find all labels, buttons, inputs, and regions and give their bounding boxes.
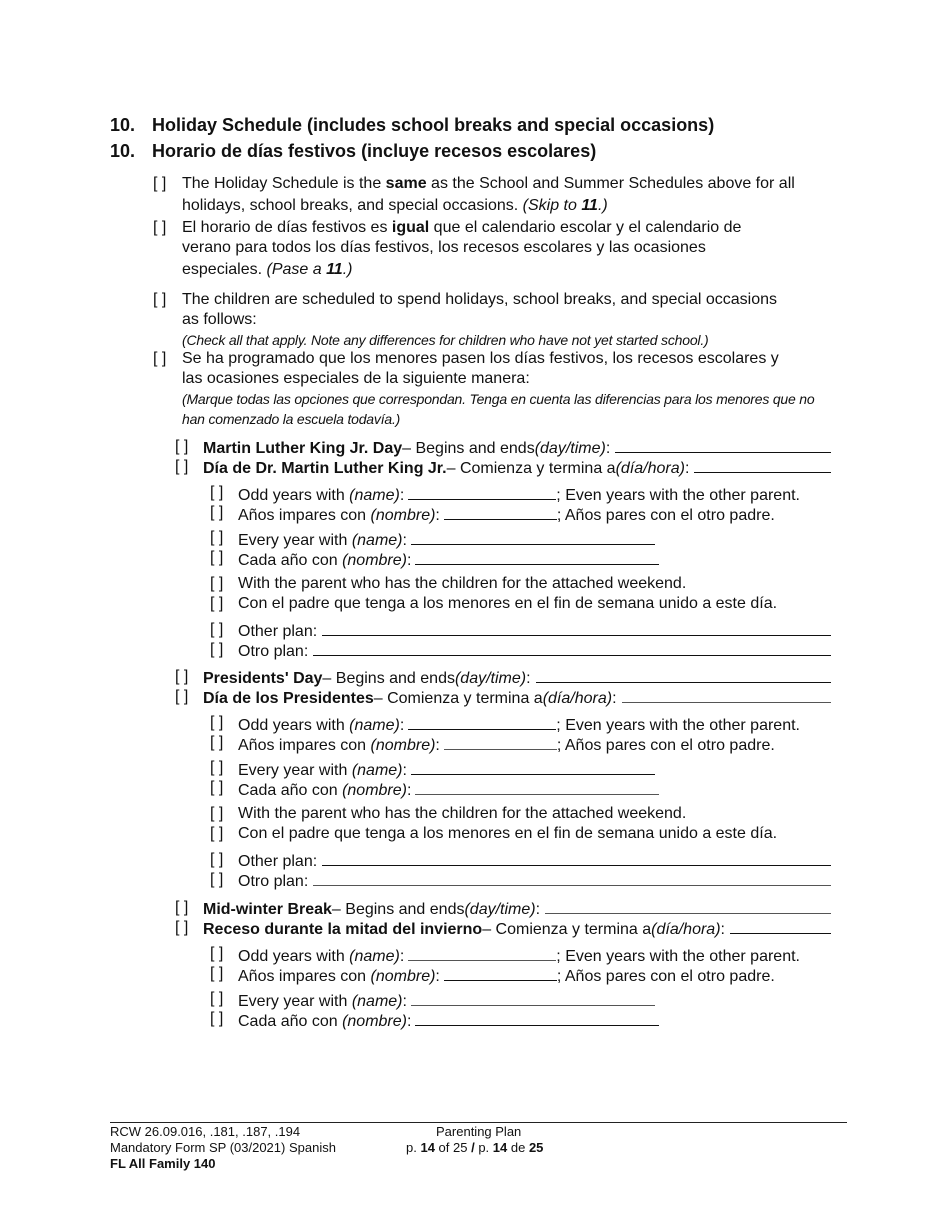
holiday-1-en-checkbox[interactable]: [ ] (175, 668, 189, 685)
holiday-1-weekend-es-checkbox[interactable]: [ ] (210, 825, 224, 842)
holiday-1-es-field[interactable] (622, 687, 831, 703)
follow-es-text: Se ha programado que los menores pasen los días festivos, los recesos escolares y las ocasiones especiales de la siguiente manera: (Marque todas las opciones que correspondan. Tenga en cuenta las diferencias para los menores que no han comenzado la escuela todavía.) (182, 350, 815, 427)
holiday-1-weekend-en-checkbox[interactable]: [ ] (210, 805, 224, 822)
holiday-2-odd-es-field[interactable] (444, 964, 557, 981)
holiday-0-other-es-field[interactable] (313, 640, 831, 656)
holiday-0-en-field[interactable] (615, 437, 831, 453)
holiday-2-every-es-row: Cada año con (nombre): (238, 1009, 659, 1032)
holiday-2-name-es: Receso durante la mitad del invierno (203, 921, 483, 938)
holiday-2-odd-en-field[interactable] (408, 944, 556, 961)
holiday-0-weekend-es-checkbox[interactable]: [ ] (210, 595, 224, 612)
holiday-0-name-es: Día de Dr. Martin Luther King Jr. (203, 460, 447, 477)
holiday-1-es-row: Día de los Presidentes – Comienza y termina a (día/hora) : (203, 687, 831, 709)
footer-form: Mandatory Form SP (03/2021) Spanish (110, 1140, 336, 1155)
holiday-1-name-en: Presidents' Day (203, 670, 323, 687)
holiday-0-other-en-row: Other plan: (238, 620, 831, 642)
holiday-1-every-es-checkbox[interactable]: [ ] (210, 779, 224, 796)
holiday-1-every-en-field[interactable] (411, 758, 655, 775)
holiday-1-odd-en-checkbox[interactable]: [ ] (210, 714, 224, 731)
footer-center (406, 1124, 543, 1156)
holiday-1-every-en-checkbox[interactable]: [ ] (210, 759, 224, 776)
footer-left (110, 1124, 336, 1172)
holiday-0-weekend-es: Con el padre que tenga a los menores en el fin de semana unido a este día. (238, 595, 778, 612)
holiday-0-es-field[interactable] (694, 457, 831, 473)
holiday-0-other-es-checkbox[interactable]: [ ] (210, 641, 224, 658)
holiday-1-en-row: Presidents' Day – Begins and ends (day/time) : (203, 667, 831, 689)
holiday-0-every-en-checkbox[interactable]: [ ] (210, 529, 224, 546)
holiday-2-every-en-checkbox[interactable]: [ ] (210, 990, 224, 1007)
section-title-es: Horario de días festivos (incluye recesos escolares) (152, 141, 597, 161)
holiday-0-other-es-row: Otro plan: (238, 640, 831, 662)
holiday-0-name-en: Martin Luther King Jr. Day (203, 440, 403, 457)
holiday-0-odd-es-field[interactable] (444, 503, 557, 520)
holiday-0-weekend-en-checkbox[interactable]: [ ] (210, 575, 224, 592)
footer-rcw: RCW 26.09.016, .181, .187, .194 (110, 1124, 301, 1139)
holiday-1-other-es-checkbox[interactable]: [ ] (210, 871, 224, 888)
holiday-1-every-es-field[interactable] (415, 778, 659, 795)
footer-family: FL All Family 140 (110, 1156, 216, 1171)
section-number: 10. (110, 115, 136, 135)
same-en-checkbox[interactable]: [ ] (153, 175, 167, 192)
holiday-2-odd-en-row: Odd years with (name): ; Even years with the other parent. (238, 944, 800, 967)
holiday-0-odd-es-row: Años impares con (nombre): ; Años pares con el otro padre. (238, 503, 775, 526)
holiday-1-weekend-es: Con el padre que tenga a los menores en el fin de semana unido a este día. (238, 825, 778, 842)
follow-en-checkbox[interactable]: [ ] (153, 291, 167, 308)
holiday-1-es-checkbox[interactable]: [ ] (175, 688, 189, 705)
holiday-2-odd-es-checkbox[interactable]: [ ] (210, 965, 224, 982)
holiday-0-odd-en-row: Odd years with (name): ; Even years with the other parent. (238, 483, 800, 506)
section-heading-en (110, 115, 714, 136)
follow-es-note-1: (Marque todas las opciones que correspondan. Tenga en cuenta las diferencias para los menores que no (182, 391, 815, 407)
follow-es-note-2: han comenzado la escuela todavía.) (182, 411, 401, 427)
holiday-2-en-checkbox[interactable]: [ ] (175, 899, 189, 916)
holiday-0-odd-es-checkbox[interactable]: [ ] (210, 504, 224, 521)
follow-en-note: (Check all that apply. Note any differences for children who have not yet started school.) (182, 332, 709, 348)
section-title-en: Holiday Schedule (includes school breaks and special occasions) (152, 115, 715, 135)
holiday-2-name-en: Mid-winter Break (203, 901, 332, 918)
same-es-text: El horario de días festivos es igual que el calendario escolar y el calendario de verano para todos los días festivos, los recesos escolares y las ocasiones especiales. (Pase a 11.) (182, 219, 742, 278)
holiday-1-odd-en-row: Odd years with (name): ; Even years with the other parent. (238, 713, 800, 736)
holiday-0-weekend-en: With the parent who has the children for the attached weekend. (238, 575, 687, 592)
holiday-0-every-en-row: Every year with (name): (238, 528, 655, 551)
holiday-1-weekend-en: With the parent who has the children for the attached weekend. (238, 805, 687, 822)
holiday-0-other-en-field[interactable] (322, 620, 831, 636)
holiday-0-en-checkbox[interactable]: [ ] (175, 438, 189, 455)
holiday-2-every-en-row: Every year with (name): (238, 989, 655, 1012)
holiday-2-es-field[interactable] (730, 918, 831, 934)
holiday-1-every-es-row: Cada año con (nombre): (238, 778, 659, 801)
holiday-1-other-en-checkbox[interactable]: [ ] (210, 851, 224, 868)
holiday-0-es-checkbox[interactable]: [ ] (175, 458, 189, 475)
holiday-1-other-en-field[interactable] (322, 850, 831, 866)
holiday-0-every-en-field[interactable] (411, 528, 655, 545)
holiday-2-es-row: Receso durante la mitad del invierno – Comienza y termina a (día/hora) : (203, 918, 831, 940)
footer-doc-title: Parenting Plan (436, 1124, 522, 1139)
holiday-1-odd-es-row: Años impares con (nombre): ; Años pares con el otro padre. (238, 733, 775, 756)
holiday-2-en-row: Mid-winter Break – Begins and ends (day/time) : (203, 898, 831, 920)
footer-rule (110, 1122, 847, 1123)
holiday-0-es-row: Día de Dr. Martin Luther King Jr. – Comienza y termina a (día/hora) : (203, 457, 831, 479)
holiday-0-en-row: Martin Luther King Jr. Day – Begins and ends (day/time) : (203, 437, 831, 459)
holiday-1-odd-es-checkbox[interactable]: [ ] (210, 734, 224, 751)
holiday-1-odd-en-field[interactable] (408, 713, 556, 730)
holiday-1-en-field[interactable] (536, 667, 831, 683)
holiday-0-odd-en-field[interactable] (408, 483, 556, 500)
same-es-checkbox[interactable]: [ ] (153, 219, 167, 236)
holiday-0-other-en-checkbox[interactable]: [ ] (210, 621, 224, 638)
holiday-2-every-es-checkbox[interactable]: [ ] (210, 1010, 224, 1027)
holiday-0-odd-en-checkbox[interactable]: [ ] (210, 484, 224, 501)
holiday-0-every-es-row: Cada año con (nombre): (238, 548, 659, 571)
same-en-text: The Holiday Schedule is the same as the School and Summer Schedules above for all holidays, school breaks, and special occasions. (Skip to 11.) (182, 175, 795, 214)
holiday-1-odd-es-field[interactable] (444, 733, 557, 750)
follow-es-checkbox[interactable]: [ ] (153, 350, 167, 367)
holiday-2-en-field[interactable] (545, 898, 831, 914)
holiday-0-every-es-checkbox[interactable]: [ ] (210, 549, 224, 566)
holiday-1-other-es-row: Otro plan: (238, 870, 831, 892)
holiday-2-every-es-field[interactable] (415, 1009, 659, 1026)
follow-en-text: The children are scheduled to spend holidays, school breaks, and special occasions as follows: (Check all that apply. Note any differences for children who have not yet started school.) (182, 291, 778, 348)
holiday-1-every-en-row: Every year with (name): (238, 758, 655, 781)
holiday-2-odd-en-checkbox[interactable]: [ ] (210, 945, 224, 962)
footer-page: p. 14 of 25 / p. 14 de 25 (406, 1140, 544, 1155)
holiday-1-name-es: Día de los Presidentes (203, 690, 374, 707)
holiday-2-odd-es-row: Años impares con (nombre): ; Años pares con el otro padre. (238, 964, 775, 987)
holiday-0-every-es-field[interactable] (415, 548, 659, 565)
section-heading-es (110, 141, 596, 162)
section-number-es: 10. (110, 141, 136, 161)
holiday-2-es-checkbox[interactable]: [ ] (175, 919, 189, 936)
holiday-2-every-en-field[interactable] (411, 989, 655, 1006)
holiday-1-other-es-field[interactable] (313, 870, 831, 886)
holiday-1-other-en-row: Other plan: (238, 850, 831, 872)
